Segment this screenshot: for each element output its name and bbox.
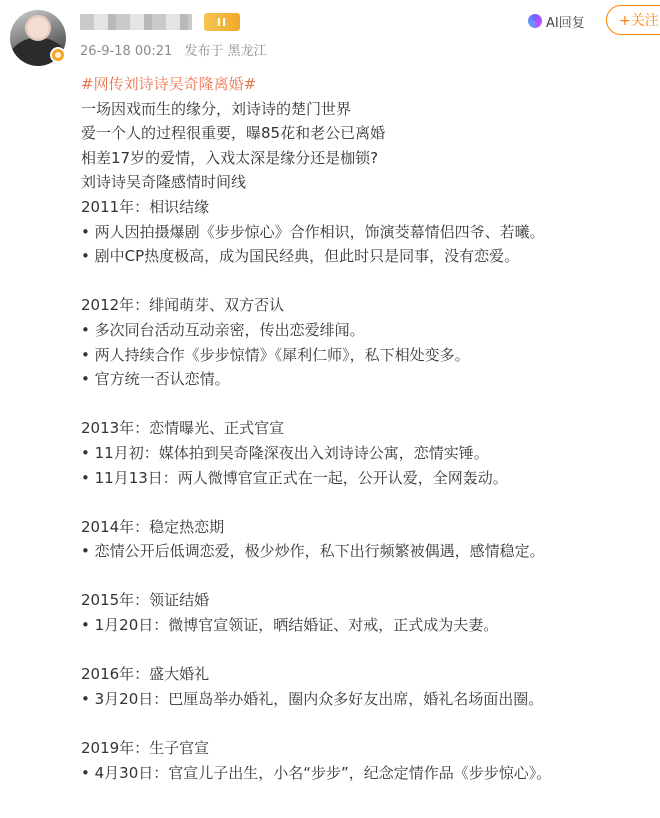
timeline-item: • 恋情公开后低调恋爱，极少炒作，私下出行频繁被偶遇，感情稳定。 [81,542,545,561]
intro-line: 刘诗诗吴奇隆感情时间线 [81,173,247,192]
spacer [81,490,656,515]
section-heading: 2015年：领证结婚 [81,591,210,610]
ai-reply-label: AI回复 [546,15,585,31]
follow-button[interactable]: +关注 [606,5,660,35]
section-heading: 2014年：稳定热恋期 [81,517,225,536]
timeline-item: • 11月13日：两人微博官宣正式在一起，公开认爱，全网轰动。 [81,468,508,487]
spacer [81,638,656,663]
spacer [81,564,656,589]
section-heading: 2012年：绯闻萌芽、双方否认 [81,296,285,315]
intro-line: 爱一个人的过程很重要，曝85花和老公已离婚 [81,124,386,143]
intro-line: 一场因戏而生的缘分，刘诗诗的楚门世界 [81,99,352,118]
hashtag-link[interactable]: #网传刘诗诗吴奇隆离婚# [81,75,257,93]
verified-badge-icon [50,47,66,63]
section-heading: 2016年：盛大婚礼 [81,665,210,684]
timeline-item: • 多次同台活动互动亲密，传出恋爱绯闻。 [81,320,365,339]
timeline-item: • 11月初：媒体拍到吴奇隆深夜出入刘诗诗公寓，恋情实锤。 [81,443,489,462]
intro-line: 相差17岁的爱情，入戏太深是缘分还是枷锁? [81,148,379,167]
spacer [81,711,656,736]
ai-sparkle-icon [528,14,542,28]
spacer [81,392,656,417]
timeline-item: • 1月20日：微博官宣领证，晒结婚证、对戒，正式成为夫妻。 [81,616,499,635]
user-level-badge: II [204,13,240,31]
post-location: 发布于 黑龙江 [184,44,267,59]
timeline-item: • 两人持续合作《步步惊情》《犀利仁师》，私下相处变多。 [81,345,470,364]
ai-reply-button[interactable] [528,10,585,32]
timeline-item: • 剧中CP热度极高，成为国民经典，但此时只是同事，没有恋爱。 [81,247,520,266]
section-heading: 2013年：恋情曝光、正式官宣 [81,419,285,438]
timeline-item: • 两人因拍摄爆剧《步步惊心》合作相识，饰演茭幕情侣四爷、若曦。 [81,222,545,241]
post-meta [80,40,267,59]
post-content [81,72,656,785]
username-blurred[interactable] [80,14,192,30]
timeline-item: • 官方统一否认恋情。 [81,370,230,389]
post-date[interactable]: 26-9-18 00:21 [80,44,173,59]
timeline-item: • 3月20日：巴厘岛举办婚礼，圈内众多好友出席，婚礼名场面出圈。 [81,689,544,708]
section-heading: 2011年：相识结缘 [81,197,210,216]
section-heading: 2019年：生子官宣 [81,739,210,758]
timeline-item: • 4月30日：官宣儿子出生，小名“步步”，纪念定情作品《步步惊心》。 [81,763,552,782]
spacer [81,269,656,294]
